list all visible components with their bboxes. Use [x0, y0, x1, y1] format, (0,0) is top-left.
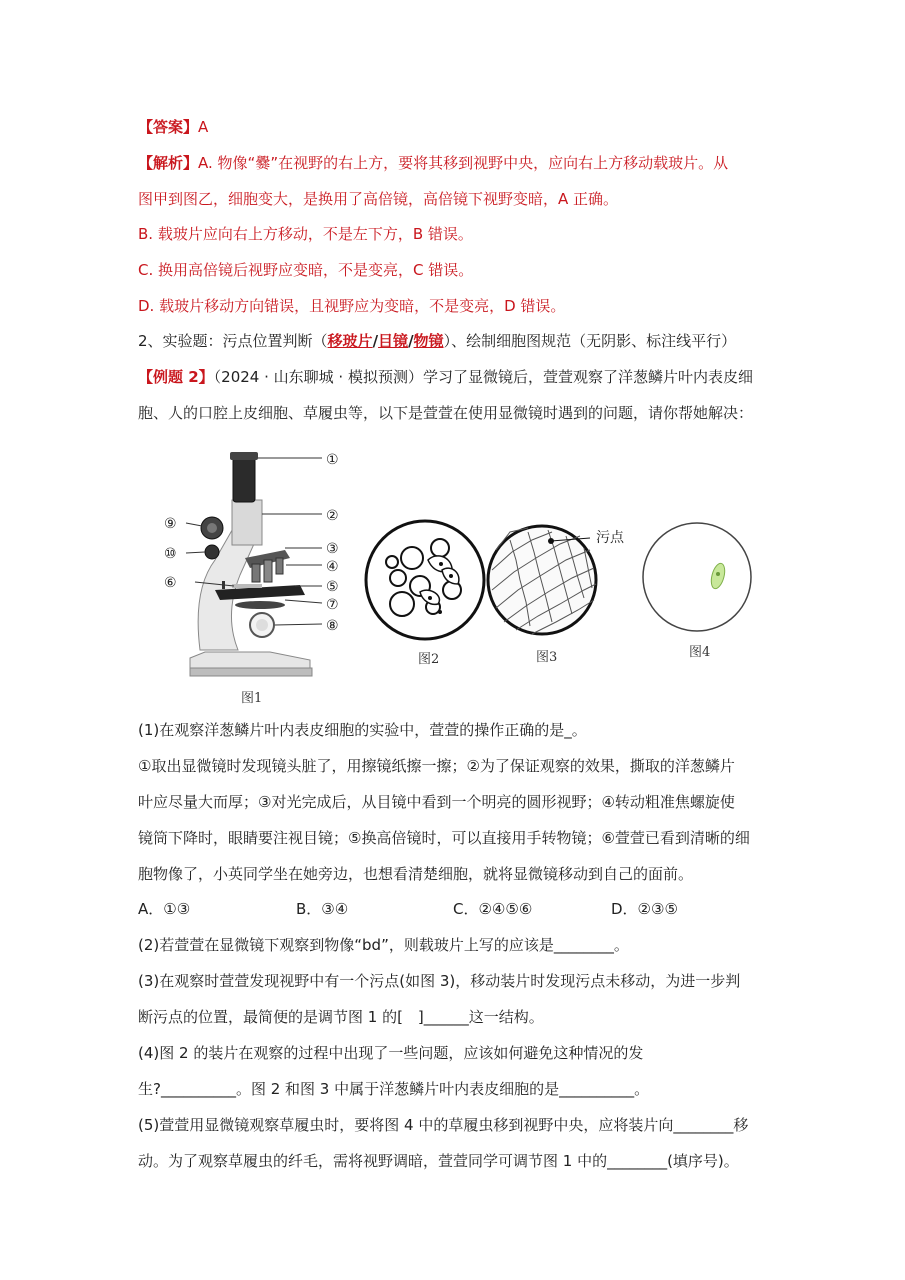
microscope-figure: [190, 452, 312, 676]
figure-4-view: [643, 523, 751, 631]
analysis-text-1: A. 物像“爨”在视野的右上方，要将其移到视野中央，应向右上方移动载玻片。从: [198, 154, 729, 172]
analysis-line-1: [138, 152, 728, 174]
q5-line-2: 动。为了观察草履虫的纤毛，需将视野调暗，萱萱同学可调节图 1 中的________(填序号)。: [138, 1152, 739, 1170]
label-2: ②: [326, 508, 339, 524]
label-7: ⑦: [326, 597, 339, 613]
q1-option-d: D．②③⑤: [611, 900, 678, 918]
answer-value: A: [198, 118, 209, 136]
analysis-tag: 【解析】: [138, 154, 199, 172]
figure-2-caption: 图2: [418, 652, 440, 667]
label-9: ⑨: [164, 516, 177, 532]
q1-line-4: 胞物像了，小英同学坐在她旁边，也想看清楚细胞，就将显微镜移动到自己的面前。: [138, 865, 694, 883]
figure-4-caption: 图4: [689, 645, 711, 660]
analysis-line-5: D. 载玻片移动方向错误，且视野应为变暗，不是变亮，D 错误。: [138, 297, 566, 315]
q1-option-b: B．③④: [296, 900, 349, 918]
q1-option-c: C．②④⑤⑥: [453, 900, 533, 918]
q3-line-2: 断污点的位置，最简便的是调节图 1 的[ ]______这一结构。: [138, 1008, 544, 1026]
q1-line-2: 叶应尽量大而厚；③对光完成后，从目镜中看到一个明亮的圆形视野；④转动粗准焦螺旋使: [138, 793, 735, 811]
example-line-1: [138, 366, 753, 388]
label-6: ⑥: [164, 575, 177, 591]
q4-line-2: 生?__________。图 2 和图 3 中属于洋葱鳞片叶内表皮细胞的是__________。: [138, 1080, 650, 1098]
q1-line-1: ①取出显微镜时发现镜头脏了，用擦镜纸擦一擦；②为了保证观察的效果，撕取的洋葱鳞片: [138, 757, 735, 775]
section-2-heading: [138, 330, 736, 352]
answer-line: [138, 116, 208, 138]
q2-line: (2)若萱萱在显微镜下观察到物像“bd”，则载玻片上写的应该是________。: [138, 936, 629, 954]
figure-1-caption: 图1: [241, 691, 263, 706]
example-text-1: （2024 · 山东聊城 · 模拟预测）学习了显微镜后，萱萱观察了洋葱鳞片叶内表皮细: [213, 368, 753, 386]
analysis-line-4: C. 换用高倍镜后视野应变暗，不是变亮，C 错误。: [138, 261, 474, 279]
q1-line-3: 镜筒下降时，眼睛要注视目镜；⑤换高倍镜时，可以直接用手转物镜；⑥萱萱已看到清晰的细: [138, 829, 750, 847]
q1-option-a: A．①③: [138, 900, 191, 918]
answer-tag: 【答案】: [138, 118, 199, 136]
q4-line-1: (4)图 2 的装片在观察的过程中出现了一些问题，应该如何避免这种情况的发: [138, 1044, 644, 1062]
figure-3-caption: 图3: [536, 650, 558, 665]
analysis-line-2: 图甲到图乙，细胞变大，是换用了高倍镜，高倍镜下视野变暗，A 正确。: [138, 190, 619, 208]
keyword-eyepiece: 目镜: [378, 332, 409, 350]
label-10: ⑩: [164, 546, 177, 562]
label-5: ⑤: [326, 579, 339, 595]
figure-2-view: [366, 521, 484, 639]
section-2-suffix: ）、绘制细胞图规范（无阴影、标注线平行）: [443, 332, 737, 350]
q5-line-1: (5)萱萱用显微镜观察草履虫时，要将图 4 中的草履虫移到视野中央，应将装片向________移: [138, 1116, 749, 1134]
keyword-move-slide: 移玻片: [327, 332, 373, 350]
example-line-2: 胞、人的口腔上皮细胞、草履虫等，以下是萱萱在使用显微镜时遇到的问题，请你帮她解决：: [138, 404, 754, 422]
q1-stem: (1)在观察洋葱鳞片叶内表皮细胞的实验中，萱萱的操作正确的是_。: [138, 721, 587, 739]
label-4: ④: [326, 559, 339, 575]
keyword-objective: 物镜: [413, 332, 444, 350]
figure-3-view: [488, 526, 596, 634]
q3-line-1: (3)在观察时萱萱发现视野中有一个污点(如图 3)，移动装片时发现污点未移动，为进一步判: [138, 972, 741, 990]
stain-label: 污点: [596, 530, 624, 546]
figures-area: [0, 440, 905, 710]
separator: /: [372, 332, 379, 350]
label-3: ③: [326, 541, 339, 557]
analysis-line-3: B. 载玻片应向右上方移动，不是左下方，B 错误。: [138, 225, 473, 243]
label-1: ①: [326, 452, 339, 468]
example-tag: 【例题 2】: [138, 368, 214, 386]
section-2-prefix: 2、实验题：污点位置判断（: [138, 332, 328, 350]
label-8: ⑧: [326, 618, 339, 634]
separator: /: [408, 332, 414, 350]
